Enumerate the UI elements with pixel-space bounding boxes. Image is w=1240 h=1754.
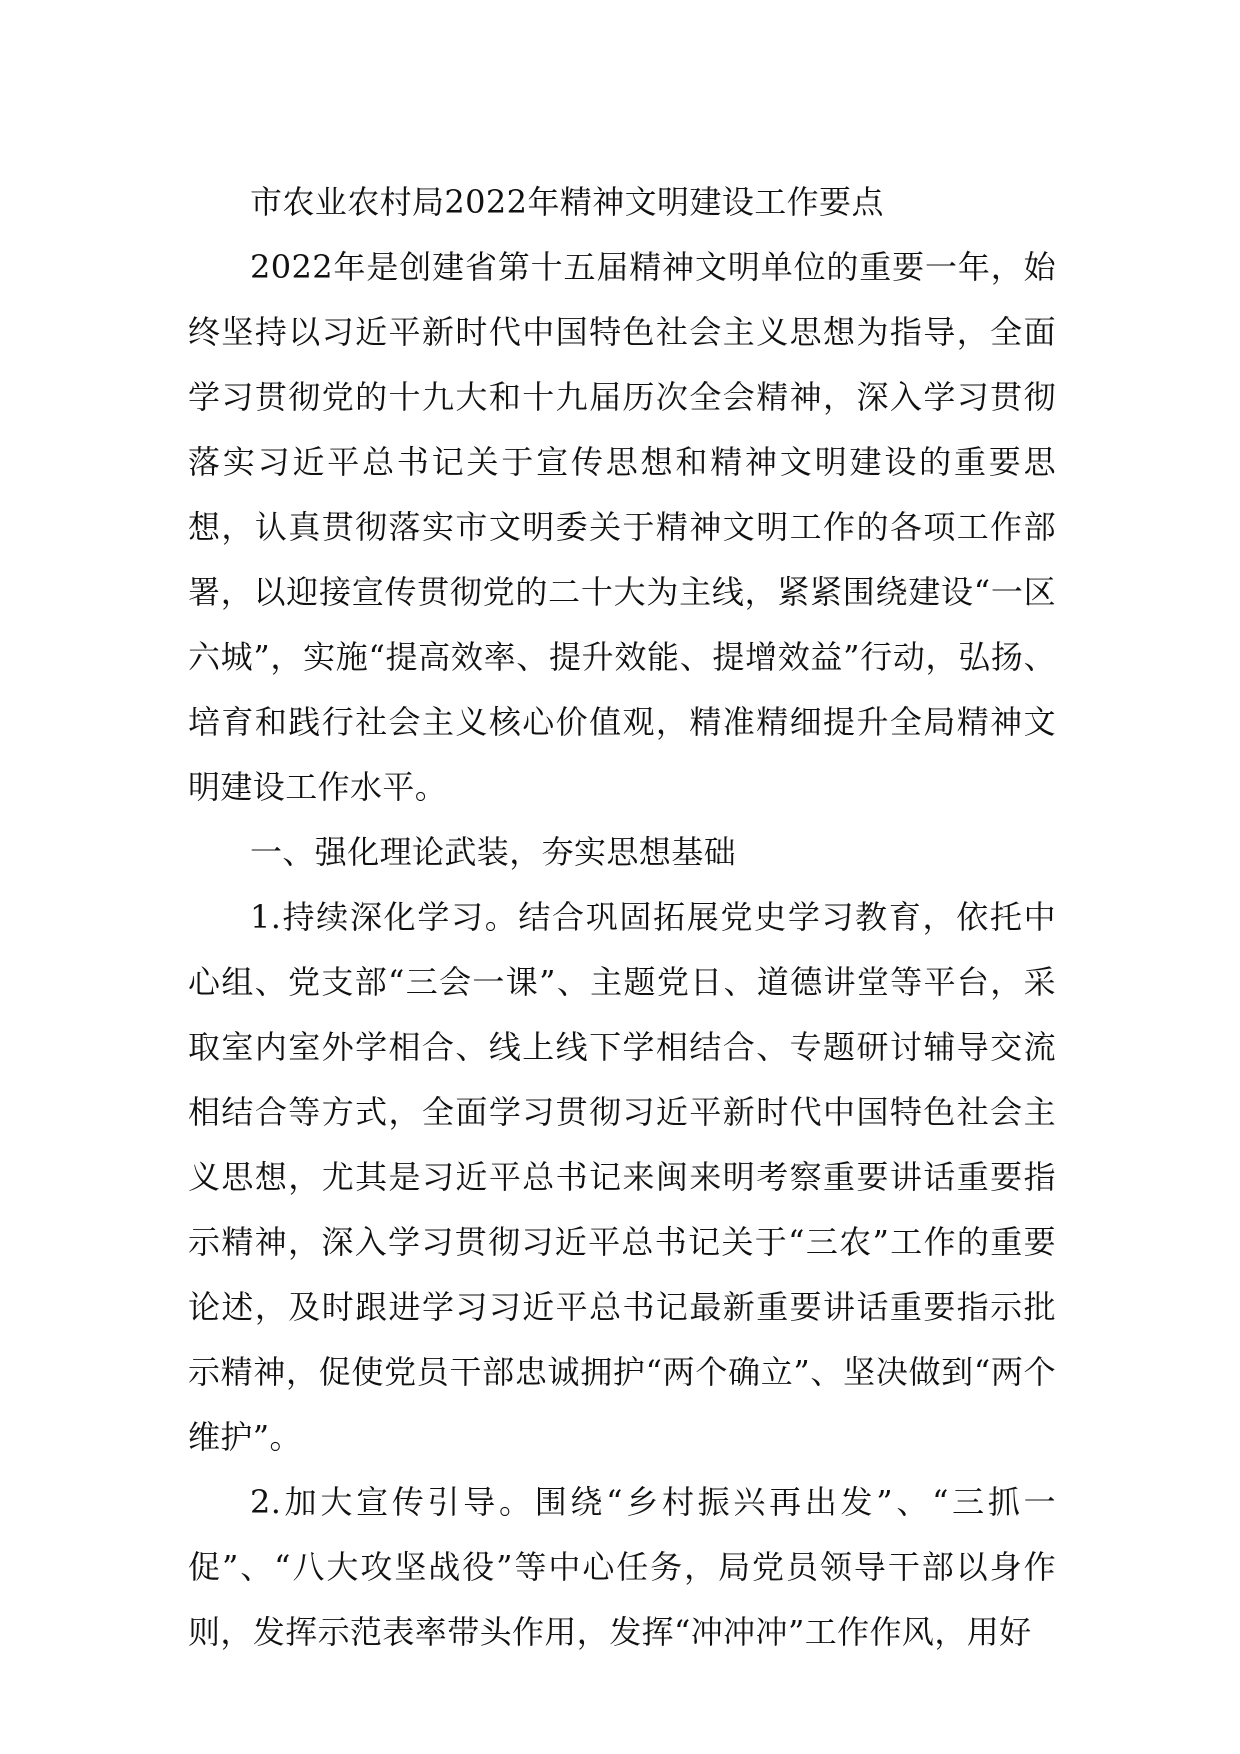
intro-paragraph: 2022年是创建省第十五届精神文明单位的重要一年，始终坚持以习近平新时代中国特色社会主义思想为指导，全面学习贯彻党的十九大和十九届历次全会精神，深入学习贯彻落实习近平总书记关于宣传思想和精神文明建设的重要思想，认真贯彻落实市文明委关于精神文明工作的各项工作部署，以迎接宣传贯彻党的二十大为主线，紧紧围绕建设“一区六城”，实施“提高效率、提升效能、提增效益”行动，弘扬、培育和践行社会主义核心价值观，精准精细提升全局精神文明建设工作水平。 <box>188 248 1056 806</box>
section-heading-1: 一、强化理论武装，夯实思想基础 <box>250 833 737 871</box>
item-paragraph-2: 2.加大宣传引导。围绕“乡村振兴再出发”、“三抓一促”、“八大攻坚战役”等中心任务，局党员领导干部以身作则，发挥示范表率带头作用，发挥“冲冲冲”工作作风，用好 <box>188 1483 1056 1651</box>
document-body <box>188 170 1056 1665</box>
document-title: 市农业农村局2022年精神文明建设工作要点 <box>250 183 884 221</box>
item-paragraph-1: 1.持续深化学习。结合巩固拓展党史学习教育，依托中心组、党支部“三会一课”、主题党日、道德讲堂等平台，采取室内室外学相合、线上线下学相结合、专题研讨辅导交流相结合等方式，全面学习贯彻习近平新时代中国特色社会主义思想，尤其是习近平总书记来闽来明考察重要讲话重要指示精神，深入学习贯彻习近平总书记关于“三农”工作的重要论述，及时跟进学习习近平总书记最新重要讲话重要指示批示精神，促使党员干部忠诚拥护“两个确立”、坚决做到“两个维护”。 <box>188 898 1056 1456</box>
